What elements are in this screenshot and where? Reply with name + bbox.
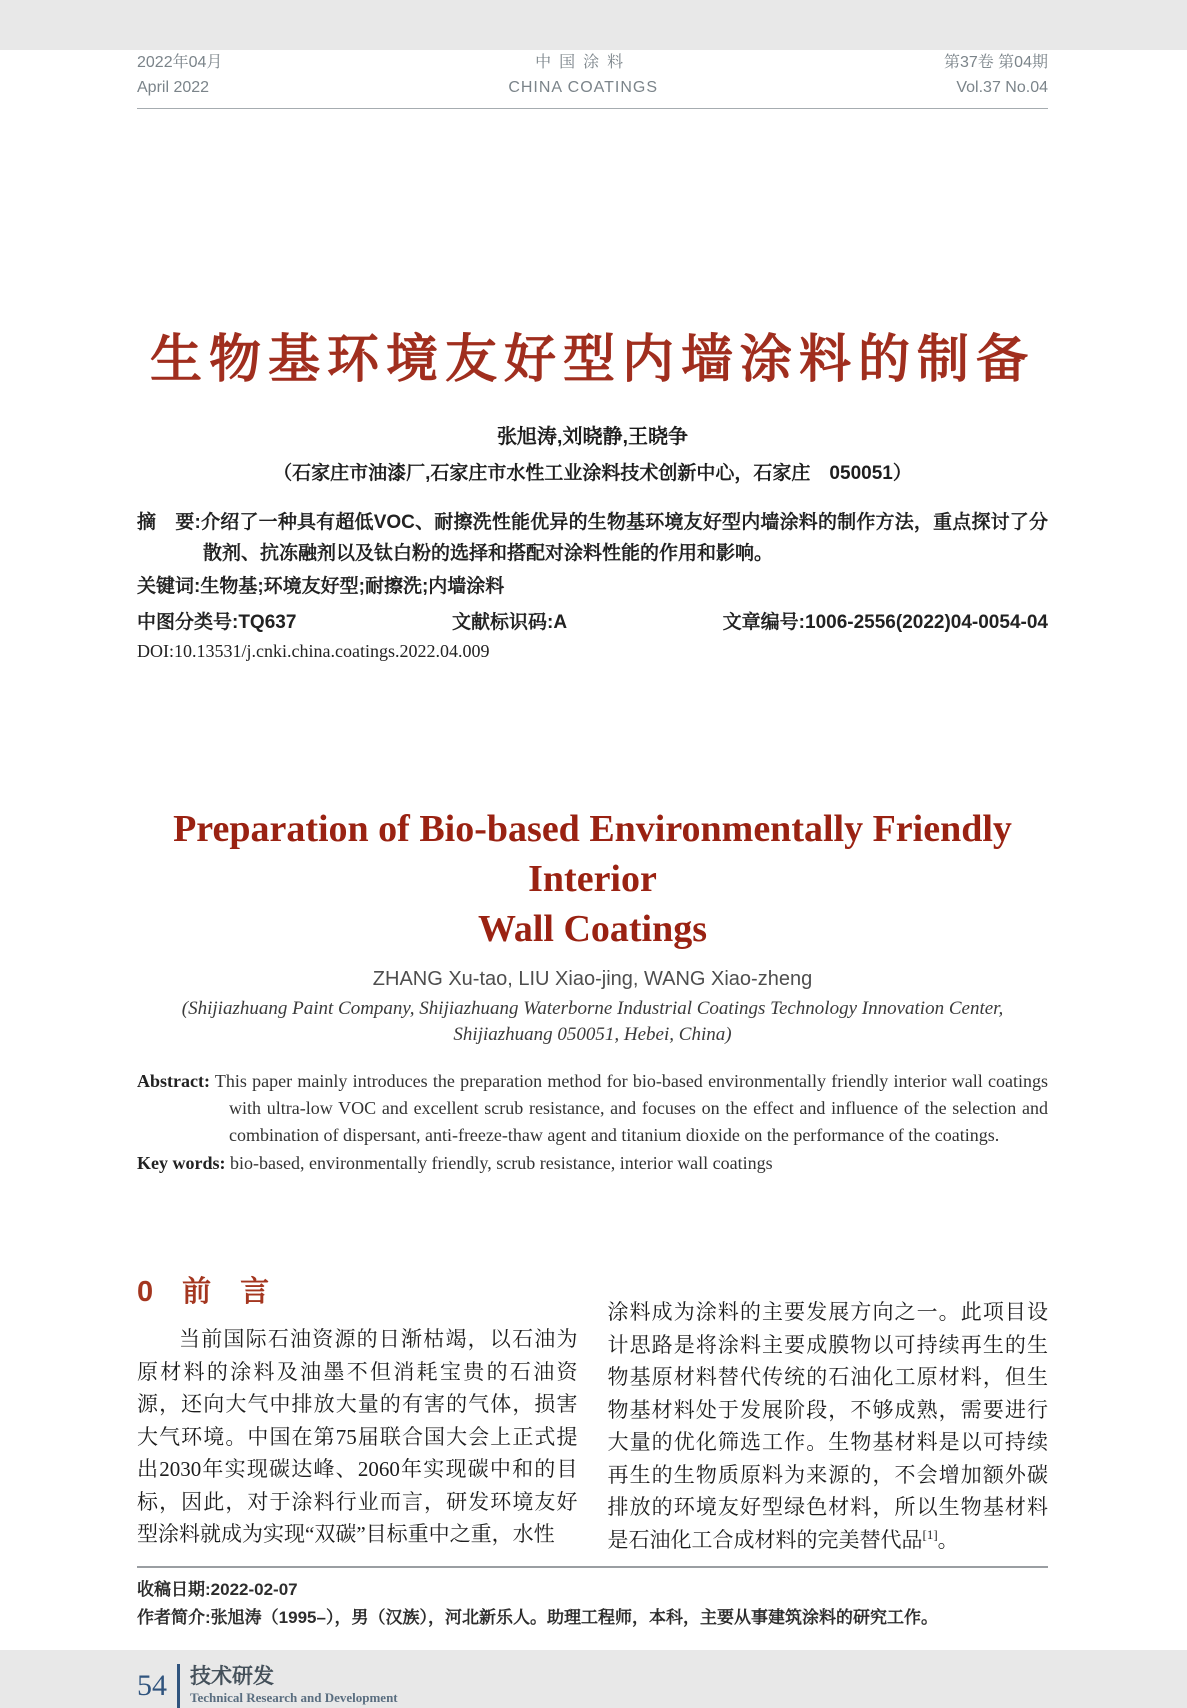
doc-code-label: 文献标识码: [452,612,554,633]
abstract-en [137,1068,1048,1149]
authors-cn: 张旭涛,刘晓静,王晓争 [496,426,689,448]
author-bio-line [137,1604,1048,1632]
article-id-value: 1006-2556(2022)04-0054-04 [805,612,1048,633]
section-0-heading: 0 前 言 [137,1276,270,1308]
intro-right-paragraph [608,1296,1049,1556]
keywords-cn [137,571,1048,602]
abstract-label-en: Abstract: [137,1071,210,1091]
authors-en: ZHANG Xu-tao, LIU Xiao-jing, WANG Xiao-zheng [372,968,813,990]
intro-right-column [608,1269,1049,1556]
doc-code-value: A [553,612,568,633]
doc-code [452,607,567,638]
journal-name-en: CHINA COATINGS [508,79,659,96]
author-bio-text: 张旭涛（1995–），男（汉族），河北新乐人。助理工程师，本科，主要从事建筑涂料的研究工作。 [210,1608,938,1627]
clc-code [137,607,296,638]
received-date-value: 2022-02-07 [210,1580,298,1599]
footnote-divider [137,1566,1048,1568]
page-number: 54 [137,1669,167,1702]
title-en-line2: Wall Coatings [477,908,708,950]
abstract-text-en: This paper mainly introduces the preparation method for bio-based environmentally friendly interior wall coatings with ultra-low VOC and excellent scrub resistance, and focuses on the effect and influence of the selection and combination of dispersant, anti-freeze-thaw agent and titanium dioxide on the performance of the coatings. [214,1071,1048,1145]
doi: DOI:10.13531/j.cnki.china.coatings.2022.04.009 [137,641,490,661]
intro-left-paragraph: 当前国际石油资源的日渐枯竭，以石油为原材料的涂料及油墨不但消耗宝贵的石油资源，还向大气中排放大量的有害的气体，损害大气环境。中国在第75届联合国大会上正式提出2030年实现碳达峰、2060年实现碳中和的目标，因此，对于涂料行业而言，研发环境友好型涂料就成为实现“双碳”目标重中之重，水性 [137,1327,578,1546]
footer-column-info [190,1665,398,1707]
intro-right-tail: 。 [937,1527,959,1552]
keywords-label-cn: 关键词: [137,576,201,597]
abstract-label-cn: 摘 要: [137,512,201,533]
abstract-text-cn: 介绍了一种具有超低VOC、耐擦洗性能优异的生物基环境友好型内墙涂料的制作方法，重点探讨了分散剂、抗冻融剂以及钛白粉的选择和搭配对涂料性能的作用和影响。 [200,512,1048,564]
header-date-en: April 2022 [137,79,210,96]
received-date-label: 收稿日期: [137,1580,211,1599]
classification-codes [137,607,1048,638]
header-issue-date [137,50,222,100]
keywords-label-en: Key words: [137,1153,226,1173]
keywords-text-cn: 生物基;环境友好型;耐擦洗;内墙涂料 [200,576,505,597]
footer-column-cn: 技术研发 [190,1665,274,1688]
intro-left-column [137,1269,578,1556]
intro-right-text: 涂料成为涂料的主要发展方向之一。此项目设计思路是将涂料主要成膜物以可持续再生的生物基原材料替代传统的石油化工原材料，但生物基材料处于发展阶段，不够成熟，需要进行大量的优化筛选工作。生物基材料是以可持续再生的生物质原料为来源的，不会增加额外碳排放的环境友好型绿色材料，所以生物基材料是石油化工合成材料的完美替代品 [607,1300,1048,1552]
article-title-cn: 生物基环境友好型内墙涂料的制备 [149,331,1035,389]
footer-divider-bar [177,1664,180,1708]
clc-value: TQ637 [238,612,297,633]
page-footer [137,1664,1048,1708]
keywords-en [137,1150,1048,1177]
abstract-cn [137,507,1048,569]
header-issue-cn: 第37卷 第04期 [943,54,1048,71]
journal-name-cn: 中国涂料 [535,54,632,71]
citation-ref-1: [1] [922,1526,938,1542]
article-id [723,607,1048,638]
affiliation-en: (Shijiazhuang Paint Company, Shijiazhuang Waterborne Industrial Coatings Technology Innovation Center, Shijiazhuang 050051, Hebei, China) [181,998,1004,1045]
received-date-line [137,1576,1048,1604]
section-0-introduction [137,1269,1048,1556]
title-en-line1: Preparation of Bio-based Environmentally Friendly Interior [173,808,1012,900]
header-date-cn: 2022年04月 [137,54,223,71]
article-title-en [137,804,1048,954]
affiliation-cn: （石家庄市油漆厂,石家庄市水性工业涂料技术创新中心，石家庄 050051） [273,463,912,484]
keywords-text-en: bio-based, environmentally friendly, scrub resistance, interior wall coatings [230,1153,773,1173]
footer-column-en: Technical Research and Development [190,1690,398,1705]
journal-header [137,50,1048,109]
footnotes [137,1576,1048,1632]
clc-label: 中图分类号: [137,612,239,633]
header-volume-info [944,50,1048,100]
journal-page [0,50,1187,1705]
article-id-label: 文章编号: [722,612,805,633]
header-journal-name [508,50,658,100]
author-bio-label: 作者简介: [137,1608,211,1627]
header-issue-en: Vol.37 No.04 [956,79,1048,96]
